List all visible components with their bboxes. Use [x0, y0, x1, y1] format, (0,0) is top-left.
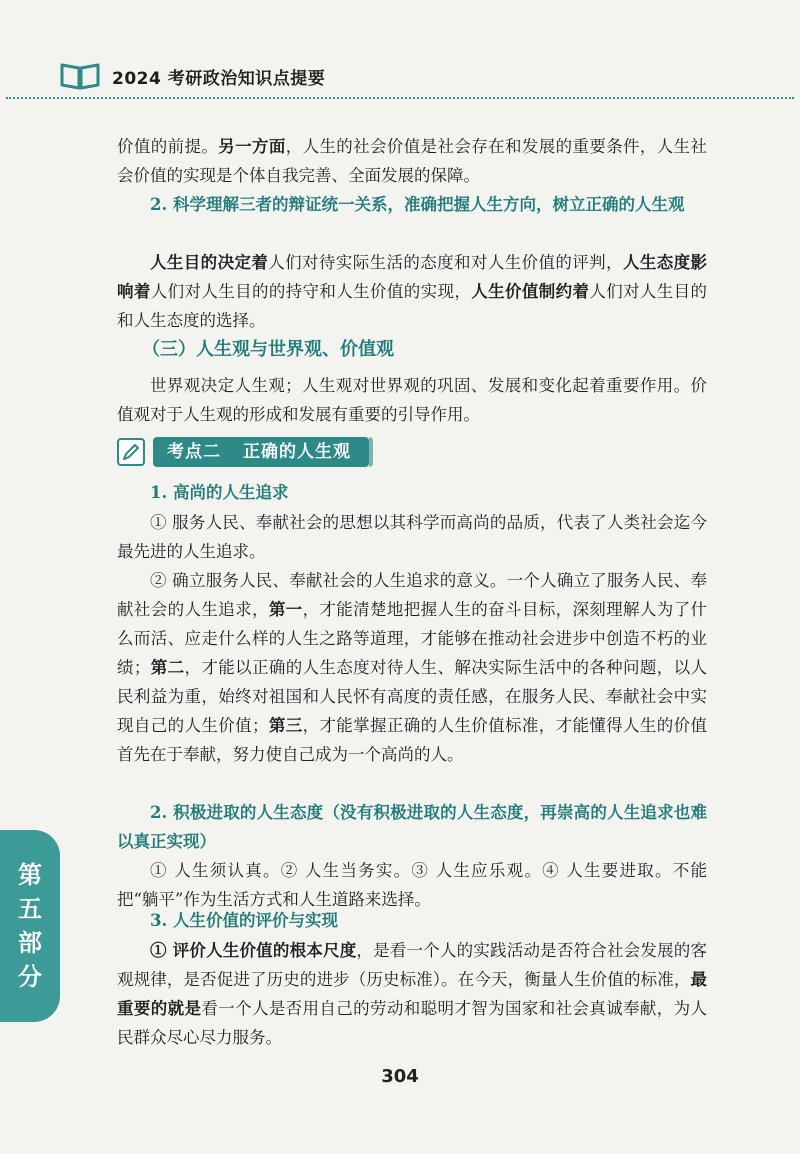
heading-noble-pursuit: 1. 高尚的人生追求 — [150, 483, 289, 502]
heading-dialectic-unity: 2. 科学理解三者的辩证统一关系，准确把握人生方向，树立正确的人生观 — [150, 195, 685, 214]
pencil-icon — [117, 438, 145, 466]
paragraph-life-value — [117, 936, 707, 1052]
text: ，人生的社会价值是社会存在和发展的重要条件，人生社会价值的实现是个体自我完善、全面发展的保障。 — [117, 137, 708, 185]
banner-label-b: 正确的人生观 — [243, 442, 351, 462]
text: 人们对人生目的的持守和人生价值的实现， — [150, 282, 472, 301]
text: 人们对人生目的和人生态度的选择。 — [117, 282, 708, 330]
emphasis: 另一方面 — [218, 137, 286, 156]
emphasis: 人生目的决定着 — [150, 253, 269, 272]
side-tab-char: 部 — [18, 929, 42, 957]
emphasis: 第一 — [268, 600, 303, 619]
emphasis: 第三 — [268, 716, 303, 735]
header-title: 2024 考研政治知识点提要 — [112, 68, 326, 89]
text: ，才能掌握正确的人生价值标准，才能懂得人生的价值首先在于奉献，努力使自己成为一个高尚的人。 — [117, 716, 708, 764]
text: ，才能以正确的人生态度对待人生、解决实际生活中的各种问题，以人民利益为重，始终对祖国和人民怀有高度的责任感，在服务人民、奉献社会中实现自己的人生价值； — [117, 658, 708, 735]
running-header — [60, 62, 325, 90]
text: 看一个人是否用自己的劳动和聪明才智为国家和社会真诚奉献，为人民群众尽心尽力服务。 — [117, 999, 708, 1047]
paragraph-pursuit-2 — [117, 566, 707, 769]
side-tab-char: 五 — [18, 895, 42, 923]
text: ，才能清楚地把握人生的奋斗目标，深刻理解人为了什么而活、应走什么样的人生之路等道理，才能够在推动社会进步中创造不朽的业绩； — [117, 600, 708, 677]
paragraph-pursuit-1: ① 服务人民、奉献社会的思想以其科学而高尚的品质，代表了人类社会迄今最先进的人生追求。 — [117, 513, 707, 561]
emphasis: 人生价值制约着 — [471, 282, 590, 301]
paragraph-social-value — [117, 132, 707, 190]
header-divider — [6, 97, 794, 99]
side-tab-char: 第 — [18, 861, 42, 889]
emphasis: 第二 — [150, 658, 185, 677]
page-number: 304 — [381, 1066, 419, 1087]
part-side-tab — [0, 830, 60, 1022]
paragraph-dialectic — [117, 248, 707, 335]
section-banner — [117, 437, 369, 467]
heading-positive-attitude: 2. 积极进取的人生态度（没有积极进取的人生态度，再崇高的人生追求也难以真正实现） — [117, 803, 707, 851]
text: ② 确立服务人民、奉献社会的人生追求的意义。一个人确立了服务人民、奉献社会的人生追求， — [117, 571, 707, 619]
paragraph-worldview: 世界观决定人生观；人生观对世界观的巩固、发展和变化起着重要作用。价值观对于人生观的形成和发展有重要的引导作用。 — [117, 376, 707, 424]
emphasis: ① 评价人生价值的根本尺度 — [150, 941, 357, 960]
banner-label-a: 考点二 — [167, 442, 221, 462]
heading-worldview: （三）人生观与世界观、价值观 — [142, 339, 394, 360]
emphasis: 人生态度影响着 — [117, 253, 707, 301]
heading-life-value: 3. 人生价值的评价与实现 — [150, 911, 338, 930]
text: 人们对待实际生活的态度和对人生价值的评判， — [268, 253, 623, 272]
side-tab-char: 分 — [18, 963, 42, 991]
paragraph-attitude: ① 人生须认真。② 人生当务实。③ 人生应乐观。④ 人生要进取。不能把“躺平”作为生活方式和人生道路来选择。 — [117, 861, 707, 909]
banner-label — [153, 437, 369, 467]
text: 价值的前提。 — [117, 137, 219, 156]
text: ，是看一个人的实践活动是否符合社会发展的客观规律，是否促进了历史的进步（历史标准）。在今天，衡量人生价值的标准， — [117, 941, 707, 989]
open-book-icon — [60, 62, 100, 90]
emphasis: 最重要的就是 — [117, 970, 707, 1018]
